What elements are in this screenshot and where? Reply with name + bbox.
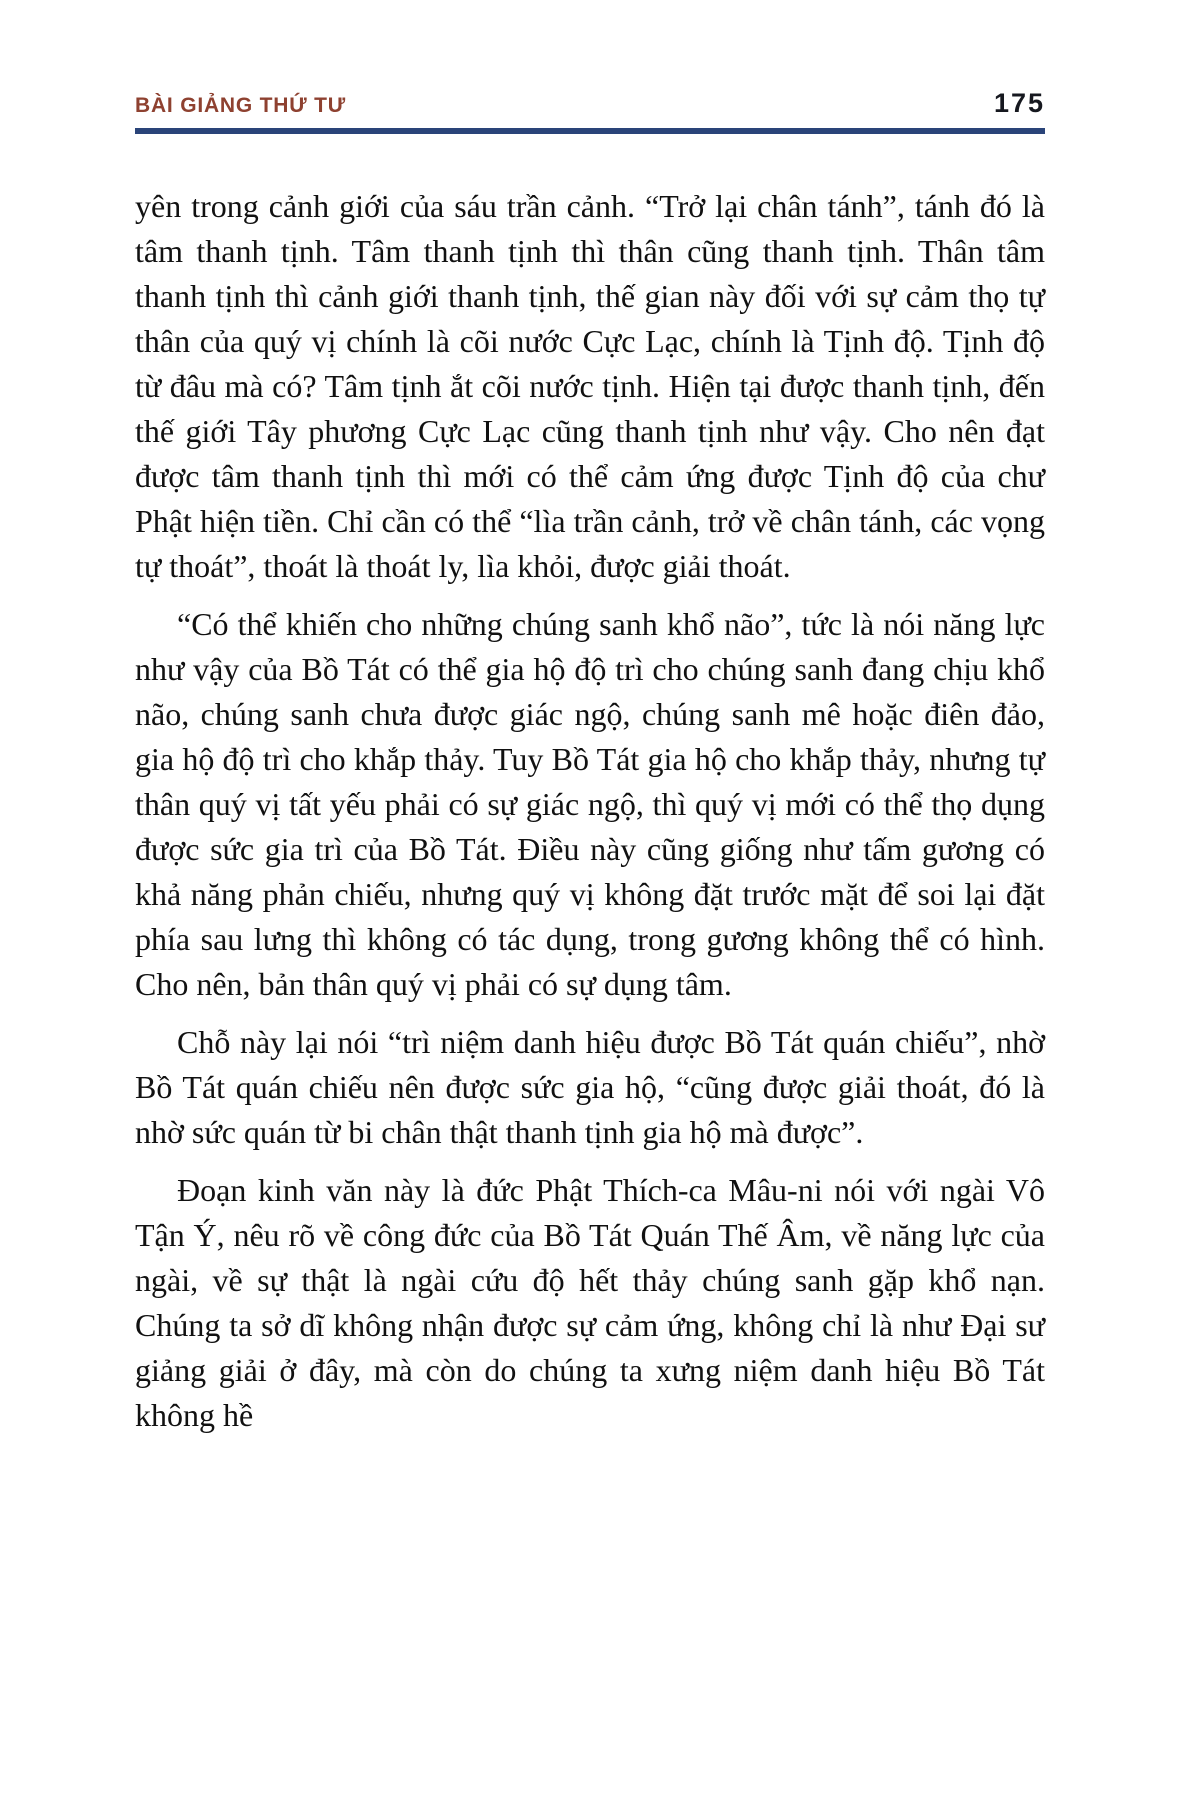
paragraph-3: Chỗ này lại nói “trì niệm danh hiệu được Bồ Tát quán chiếu”, nhờ Bồ Tát quán chiếu nên được sức gia hộ, “cũng được giải thoát, đó là nhờ sức quán từ bi chân thật thanh tịnh gia hộ mà được”. xyxy=(135,1024,1045,1150)
running-header-title: BÀI GIẢNG THỨ TƯ xyxy=(135,94,346,117)
paragraph-2: “Có thể khiến cho những chúng sanh khổ não”, tức là nói năng lực như vậy của Bồ Tát có thể gia hộ độ trì cho chúng sanh đang chịu khổ não, chúng sanh chưa được giác ngộ, chúng sanh mê hoặc điên đảo, gia hộ độ trì cho khắp thảy. Tuy Bồ Tát gia hộ cho khắp thảy, nhưng tự thân quý vị tất yếu phải có sự giác ngộ, thì quý vị mới có thể thọ dụng được sức gia trì của Bồ Tát. Điều này cũng giống như tấm gương có khả năng phản chiếu, nhưng quý vị không đặt trước mặt để soi lại đặt phía sau lưng thì không có tác dụng, trong gương không thể có hình. Cho nên, bản thân quý vị phải có sự dụng tâm. xyxy=(135,606,1045,1002)
page-header xyxy=(135,88,1045,119)
header-rule-divider xyxy=(135,128,1045,134)
paragraph-4: Đoạn kinh văn này là đức Phật Thích-ca Mâu-ni nói với ngài Vô Tận Ý, nêu rõ về công đức của Bồ Tát Quán Thế Âm, về năng lực của ngài, về sự thật là ngài cứu độ hết thảy chúng sanh gặp khổ nạn. Chúng ta sở dĩ không nhận được sự cảm ứng, không chỉ là như Đại sư giảng giải ở đây, mà còn do chúng ta xưng niệm danh hiệu Bồ Tát không hề xyxy=(135,1172,1045,1433)
page-body-text xyxy=(135,184,1045,1438)
paragraph-1: yên trong cảnh giới của sáu trần cảnh. “Trở lại chân tánh”, tánh đó là tâm thanh tịnh. Tâm thanh tịnh thì thân cũng thanh tịnh. Thân tâm thanh tịnh thì cảnh giới thanh tịnh, thế gian này đối với sự cảm thọ tự thân của quý vị chính là cõi nước Cực Lạc, chính là Tịnh độ. Tịnh độ từ đâu mà có? Tâm tịnh ắt cõi nước tịnh. Hiện tại được thanh tịnh, đến thế giới Tây phương Cực Lạc cũng thanh tịnh như vậy. Cho nên đạt được tâm thanh tịnh thì mới có thể cảm ứng được Tịnh độ của chư Phật hiện tiền. Chỉ cần có thể “lìa trần cảnh, trở về chân tánh, các vọng tự thoát”, thoát là thoát ly, lìa khỏi, được giải thoát. xyxy=(135,188,1045,584)
page-number: 175 xyxy=(993,88,1045,118)
